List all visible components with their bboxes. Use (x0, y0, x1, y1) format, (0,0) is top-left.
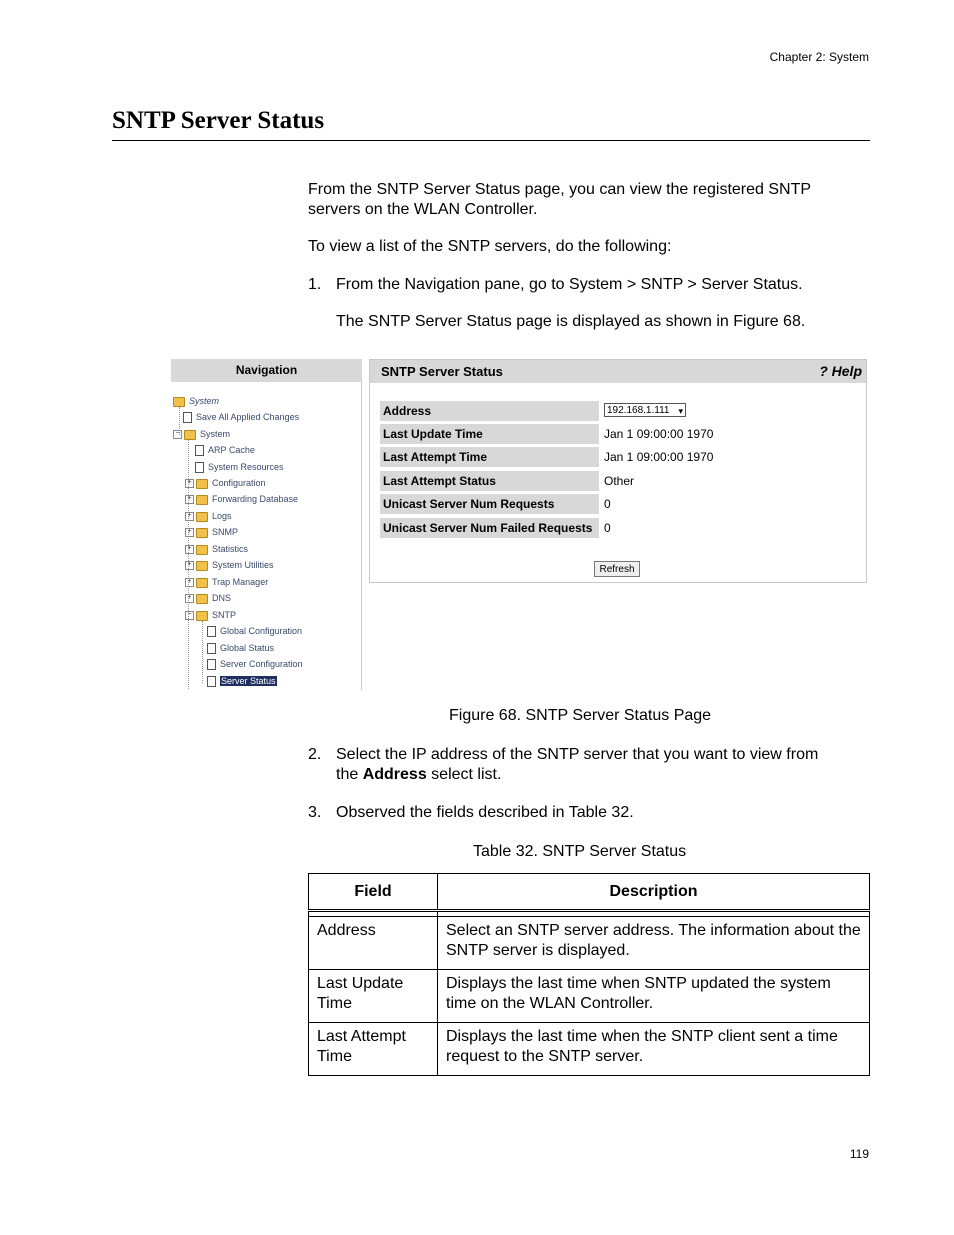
sntp-status-table (308, 873, 870, 1076)
tree-label: Configuration (212, 478, 266, 488)
page-icon (195, 445, 204, 456)
address-label: Address (380, 401, 599, 421)
tree-item-server-config[interactable] (207, 658, 303, 670)
view-list-paragraph: To view a list of the SNTP servers, do the following: (308, 238, 672, 255)
tree-label: Statistics (212, 544, 249, 554)
step-2-line-1: Select the IP address of the SNTP server that you want to view from (336, 746, 819, 763)
tree-item-dns[interactable] (185, 592, 231, 604)
step-2-post: select list. (426, 766, 502, 783)
tree-item-sntp[interactable] (185, 609, 236, 621)
tree-label: SNMP (212, 527, 239, 537)
collapse-icon[interactable]: − (173, 430, 182, 439)
page-icon (183, 412, 192, 423)
tree-label: Trap Manager (212, 577, 269, 587)
last-update-value: Jan 1 09:00:00 1970 (604, 427, 714, 441)
table-header-row (309, 874, 870, 911)
navigation-pane (171, 359, 362, 690)
step-3-number: 3. (308, 804, 322, 821)
expand-icon[interactable]: + (185, 512, 194, 521)
table-caption: Table 32. SNTP Server Status (473, 843, 687, 860)
expand-icon[interactable]: + (185, 594, 194, 603)
tree-item-trap[interactable] (185, 576, 268, 588)
page-icon (207, 626, 216, 637)
tree-item-arp[interactable] (195, 444, 255, 456)
last-attempt-value: Jan 1 09:00:00 1970 (604, 450, 714, 464)
tree-label: Logs (212, 511, 232, 521)
last-attempt-label: Last Attempt Time (380, 447, 599, 467)
expand-icon[interactable]: + (185, 528, 194, 537)
step-1-subtext: The SNTP Server Status page is displayed as shown in Figure 68. (336, 313, 806, 330)
tree-item-system-root[interactable] (173, 395, 219, 407)
unicast-requests-label: Unicast Server Num Requests (380, 494, 599, 514)
tree-item-utilities[interactable] (185, 559, 274, 571)
tree-label: System (200, 429, 231, 439)
step-2 (308, 745, 868, 785)
header-field: Field (309, 874, 438, 911)
expand-icon[interactable]: + (185, 561, 194, 570)
step-1-number: 1. (308, 276, 322, 293)
tree-label: Save All Applied Changes (196, 412, 300, 422)
tree-label: DNS (212, 593, 232, 603)
tree-label: ARP Cache (208, 445, 255, 455)
table-row (309, 917, 870, 970)
field-cell: Last Update Time (309, 970, 438, 1023)
tree-item-resources[interactable] (195, 461, 284, 473)
collapse-icon[interactable]: − (185, 611, 194, 620)
table-row (309, 1023, 870, 1076)
nav-divider (361, 382, 362, 690)
chapter-header: Chapter 2: System (769, 50, 869, 64)
attempt-status-label: Last Attempt Status (380, 471, 599, 491)
tree-item-global-status[interactable] (207, 642, 274, 654)
step-3-text: Observed the fields described in Table 32. (336, 804, 634, 821)
tree-label: Global Status (220, 643, 275, 653)
tree-item-save[interactable] (183, 411, 299, 423)
folder-icon (196, 495, 208, 505)
tree-item-forwarding[interactable] (185, 493, 298, 505)
navigation-title: Navigation (171, 359, 362, 382)
expand-icon[interactable]: + (185, 479, 194, 488)
tree-item-logs[interactable] (185, 510, 232, 522)
panel-title: SNTP Server Status (381, 364, 503, 379)
folder-icon (196, 594, 208, 604)
figure-caption: Figure 68. SNTP Server Status Page (449, 707, 712, 724)
expand-icon[interactable]: + (185, 578, 194, 587)
folder-open-icon (184, 430, 196, 440)
description-cell: Select an SNTP server address. The information about the SNTP server is displayed. (438, 917, 870, 970)
tree-item-configuration[interactable] (185, 477, 266, 489)
tree-item-system[interactable] (173, 428, 230, 440)
tree-label: System Resources (208, 462, 284, 472)
tree-label: Server Configuration (220, 659, 303, 669)
step-2-pre: the (336, 766, 363, 783)
step-2-text (336, 745, 868, 785)
unicast-failed-value: 0 (604, 521, 611, 535)
tree-label: System (189, 396, 220, 406)
address-emphasis: Address (362, 766, 427, 783)
tree-item-statistics[interactable] (185, 543, 248, 555)
chevron-down-icon: ▾ (678, 406, 683, 416)
tree-label: Global Configuration (220, 626, 303, 636)
page-number: 119 (849, 1147, 869, 1161)
folder-icon (196, 561, 208, 571)
page-icon (207, 659, 216, 670)
folder-icon (196, 512, 208, 522)
page-icon (195, 462, 204, 473)
address-select[interactable] (604, 403, 686, 417)
status-panel (369, 359, 867, 583)
title-rule (112, 140, 870, 141)
page-icon (207, 643, 216, 654)
intro-line-1: From the SNTP Server Status page, you can view the registered SNTP (308, 181, 812, 198)
step-3 (308, 803, 868, 823)
folder-icon (196, 545, 208, 555)
intro-line-2: servers on the WLAN Controller. (308, 201, 538, 218)
attempt-status-value: Other (604, 474, 635, 488)
step-1 (308, 275, 868, 295)
field-cell: Last Attempt Time (309, 1023, 438, 1076)
expand-icon[interactable]: + (185, 545, 194, 554)
step-2-number: 2. (308, 746, 322, 763)
field-cell: Address (309, 917, 438, 970)
unicast-requests-value: 0 (604, 497, 611, 511)
description-cell: Displays the last time when SNTP updated the system time on the WLAN Controller. (438, 970, 870, 1023)
last-update-label: Last Update Time (380, 424, 599, 444)
figure-screenshot (171, 359, 865, 690)
tree-item-server-status[interactable] (207, 675, 277, 687)
section-title: SNTP Server Status (112, 107, 325, 134)
folder-open-icon (173, 397, 185, 407)
header-description: Description (438, 874, 870, 911)
folder-icon (196, 578, 208, 588)
tree-item-global-config[interactable] (207, 625, 302, 637)
step-1-text: From the Navigation pane, go to System > SNTP > Server Status. (336, 276, 803, 293)
tree-label: System Utilities (212, 560, 274, 570)
tree-item-snmp[interactable] (185, 526, 238, 538)
folder-open-icon (196, 611, 208, 621)
folder-icon (196, 479, 208, 489)
unicast-failed-label: Unicast Server Num Failed Requests (380, 518, 599, 538)
tree-line (202, 621, 203, 683)
table-row (309, 970, 870, 1023)
tree-label: SNTP (212, 610, 237, 620)
refresh-button[interactable]: Refresh (594, 561, 640, 577)
description-cell: Displays the last time when the SNTP client sent a time request to the SNTP server. (438, 1023, 870, 1076)
tree-label: Forwarding Database (212, 494, 299, 504)
tree-label-selected: Server Status (221, 676, 276, 686)
help-link[interactable]: ? Help (819, 363, 862, 379)
panel-header (370, 360, 866, 383)
folder-icon (196, 528, 208, 538)
expand-icon[interactable]: + (185, 495, 194, 504)
page-icon (207, 676, 216, 687)
intro-paragraph (308, 180, 868, 220)
step-2-line-2 (336, 765, 868, 785)
address-select-value: 192.168.1.111 (607, 405, 670, 416)
